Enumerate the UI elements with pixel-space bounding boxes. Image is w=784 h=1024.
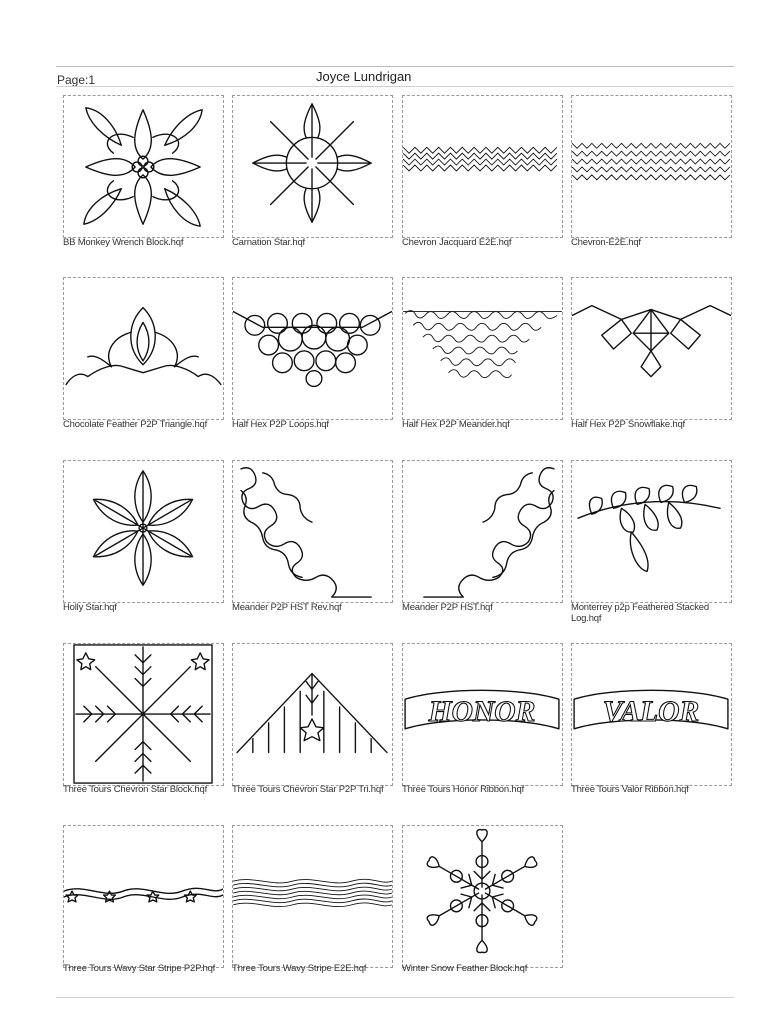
winter-snow-feather-icon: [403, 826, 562, 967]
author-name: Joyce Lundrigan: [316, 69, 412, 84]
pattern-label: Holly Star.hqf: [63, 602, 117, 613]
pattern-label: Three Tours Wavy Stripe E2E.hqf: [232, 963, 367, 974]
meander-hst-rev-icon: [233, 461, 392, 602]
feathered-log-icon: [572, 461, 731, 602]
pattern-thumbnail[interactable]: [402, 825, 563, 968]
half-hex-meander-icon: [403, 278, 562, 419]
chevron-star-tri-icon: [233, 644, 392, 785]
carnation-star-icon: [233, 96, 392, 237]
pattern-label: Monterrey p2p Feathered Stacked Log.hqf: [571, 602, 709, 624]
pattern-label: Chevron-E2E.hqf: [571, 237, 641, 248]
wavy-star-stripe-icon: [64, 826, 223, 967]
pattern-thumbnail[interactable]: [402, 95, 563, 238]
pattern-thumbnail[interactable]: [63, 825, 224, 968]
bottom-rule: [56, 997, 734, 998]
pattern-thumbnail[interactable]: [571, 460, 732, 603]
pattern-label: Half Hex P2P Meander.hqf: [402, 419, 510, 430]
chevron-star-block-icon: [64, 644, 223, 785]
pattern-label: Half Hex P2P Loops.hqf: [232, 419, 329, 430]
honor-ribbon-icon: [403, 644, 562, 785]
pattern-label: Three Tours Chevron Star P2P Tri.hqf: [232, 784, 384, 795]
top-rule: [56, 66, 734, 67]
monkey-wrench-block-icon: [64, 96, 223, 237]
pattern-thumbnail[interactable]: [232, 460, 393, 603]
pattern-thumbnail[interactable]: [402, 460, 563, 603]
pattern-thumbnail[interactable]: [63, 460, 224, 603]
pattern-label: Three Tours Honor Ribbon.hqf: [402, 784, 525, 795]
pattern-label: BB Monkey Wrench Block.hqf: [63, 237, 184, 248]
pattern-thumbnail[interactable]: [63, 277, 224, 420]
valor-ribbon-icon: [572, 644, 731, 785]
half-hex-snowflake-icon: [572, 278, 731, 419]
pattern-label: Meander P2P HST.hqf: [402, 602, 493, 613]
pattern-thumbnail[interactable]: [232, 277, 393, 420]
pattern-label: Chevron Jacquard E2E.hqf: [402, 237, 512, 248]
pattern-label: Three Tours Wavy Star Stripe P2P.hqf: [63, 963, 216, 974]
chevron-jacquard-icon: [403, 96, 562, 237]
chocolate-feather-icon: [64, 278, 223, 419]
wavy-stripe-icon: [233, 826, 392, 967]
page-label: Page:1: [57, 73, 96, 87]
pattern-label: Winter Snow Feather Block.hqf: [402, 963, 528, 974]
pattern-label: Three Tours Chevron Star Block.hqf: [63, 784, 208, 795]
pattern-label: Carnation Star.hqf: [232, 237, 305, 248]
chevron-e2e-icon: [572, 96, 731, 237]
pattern-label: Half Hex P2P Snowflake.hqf: [571, 419, 685, 430]
pattern-thumbnail[interactable]: [232, 825, 393, 968]
pattern-thumbnail[interactable]: [402, 643, 563, 786]
pattern-thumbnail[interactable]: [63, 643, 224, 786]
pattern-label: Chocolate Feather P2P Triangle.hqf: [63, 419, 208, 430]
pattern-label: Three Tours Valor Ribbon.hqf: [571, 784, 689, 795]
pattern-label: Meander P2P HST Rev.hqf: [232, 602, 342, 613]
pattern-thumbnail[interactable]: [571, 643, 732, 786]
ribbon-word: VALOR: [602, 695, 700, 728]
pattern-thumbnail[interactable]: [571, 95, 732, 238]
pattern-thumbnail[interactable]: [232, 643, 393, 786]
pattern-thumbnail[interactable]: [571, 277, 732, 420]
pattern-thumbnail[interactable]: [63, 95, 224, 238]
meander-hst-icon: [403, 461, 562, 602]
header-rule: [56, 86, 734, 87]
half-hex-loops-icon: [233, 278, 392, 419]
holly-star-icon: [64, 461, 223, 602]
pattern-thumbnail[interactable]: [232, 95, 393, 238]
pattern-thumbnail[interactable]: [402, 277, 563, 420]
ribbon-word: HONOR: [428, 695, 536, 728]
